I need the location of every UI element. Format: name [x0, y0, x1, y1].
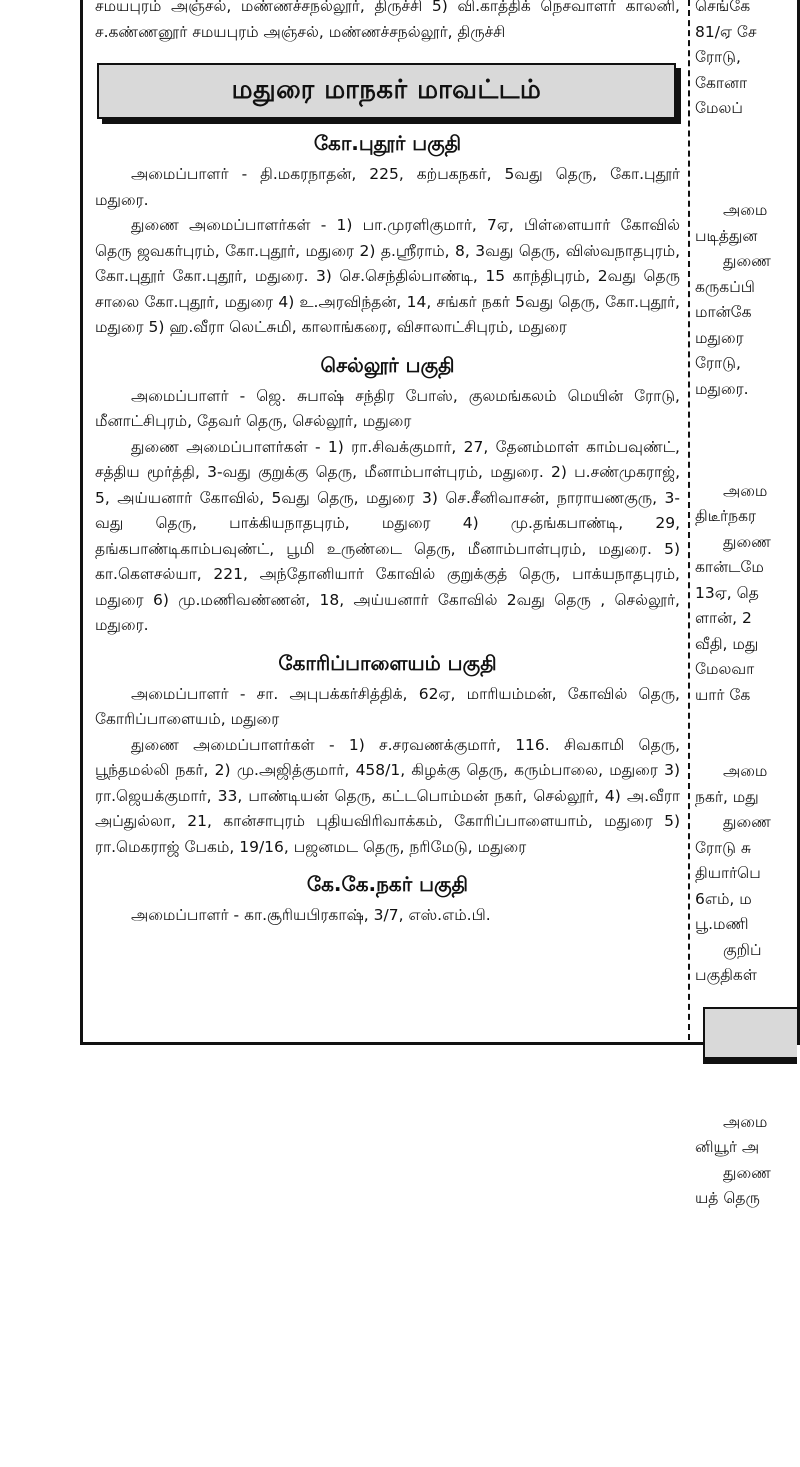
district-title: மதுரை மாநகர் மாவட்டம்	[231, 74, 542, 105]
text-line: வீதி, மது	[695, 634, 759, 653]
text-line: மதுரை	[695, 328, 744, 347]
organizer-paragraph: அமைப்பாளர் - தி.மகரநாதன், 225, கற்பகநகர், 5வது தெரு, கோ.புதூர் மதுரை.	[95, 165, 680, 209]
section-heading: கே.கே.நகர் பகுதி	[306, 872, 469, 896]
organizer-paragraph: அமைப்பாளர் - சா. அபுபக்கர்சித்திக், 62ஏ, மாரியம்மன், கோவில் தெரு, கோரிப்பாளையம், மதுரை	[95, 684, 680, 728]
text-line: அமை	[723, 201, 768, 219]
text-line: துணை	[723, 813, 771, 831]
text-line: மேலவா	[695, 660, 755, 678]
text-line: யத் தெரு	[695, 1189, 760, 1207]
deputies-paragraph: துணை அமைப்பாளர்கள் - 1) ரா.சிவக்குமார், 27, தேனம்மாள் காம்பவுண்ட், சத்திய மூர்த்தி, 3-வது குறுக்கு தெரு, மீனாம்பாள்புரம், மதுரை. 2) ப.சண்முகராஜ், 5, அய்யனார் கோவில், 5வது தெரு, மதுரை 3) செ.சீனிவாசன், நாராயணகுரு, 3-வது தெரு, பாக்கியநாதபுரம், மதுரை 4) மு.தங்கபாண்டி, 29, தங்கபாண்டிகாம்பவுண்ட், பூமி உருண்டை தெரு, மீனாம்பாள்புரம், மதுரை. 5) கா.கௌசல்யா, 221, அந்தோனியார் கோவில் குறுக்குத் தெரு, பாக்யநாதபுரம், மதுரை 6) மு.மணிவண்ணன், 18, அய்யனார் கோவில் 2வது தெரு , செல்லூர், மதுரை.	[95, 437, 680, 634]
text-line: துணை	[723, 532, 771, 551]
text-line: கருகப்பி	[695, 277, 755, 296]
deputies-paragraph: துணை அமைப்பாளர்கள் - 1) பா.முரளிகுமார், 7ஏ, பிள்ளையார் கோவில் தெரு ஜவகர்புரம், கோ.புதூர், மதுரை 2) த.ஸ்ரீராம், 8, 3வது தெரு, விஸ்வநாதபுரம், கோ.புதூர் கோ.புதூர், மதுரை. 3) செ.செந்தில்பாண்டி, 15 காந்திபுரம், 2வது தெரு சாலை கோ.புதூர், மதுரை 4) உ.அரவிந்தன், 14, சங்கர் நகர் 5வது தெரு, கோ.புதூர், மதுரை 5) ஹ.வீரா லெட்சுமி, காலாங்கரை, விசாலாட்சிபுரம், மதுரை	[95, 216, 680, 336]
text-line: நகர், மது	[695, 787, 759, 806]
text-line: பகுதிகள்	[695, 966, 757, 984]
text-line: கான்டமே	[695, 558, 764, 576]
text-line: குறிப்	[723, 940, 762, 959]
text-line: அமை	[723, 481, 768, 500]
text-line: மதுரை.	[695, 379, 749, 398]
text-line: 13ஏ, தெ	[695, 583, 759, 602]
text-line: ரோடு சு	[695, 838, 751, 857]
text-line: ரோடு,	[695, 48, 741, 66]
text-line: மான்கே	[695, 303, 752, 321]
text-line: 6எம், ம	[695, 889, 752, 908]
text-line: னியூர் அ	[695, 1138, 760, 1156]
text-line: திடீர்நகர	[695, 507, 757, 525]
organizer-paragraph: அமைப்பாளர் - கா.சூரியபிரகாஷ், 3/7, எஸ்.எம்.பி.	[131, 906, 491, 924]
organizer-paragraph: அமைப்பாளர் - ஜெ. சுபாஷ் சந்திர போஸ், குலமங்கலம் மெயின் ரோடு, மீனாட்சிபுரம், தேவர் தெரு, செல்லூர், மதுரை	[95, 386, 680, 430]
section-heading: செல்லூர் பகுதி	[320, 352, 455, 377]
text-line: கோனா	[695, 73, 748, 92]
deputies-paragraph: துணை அமைப்பாளர்கள் - 1) ச.சரவணக்குமார், 116. சிவகாமி தெரு, பூந்தமல்லி நகர், 2) மு.அஜித்குமார், 458/1, கிழக்கு தெரு, கரும்பாலை, மதுரை 3) ரா.ஜெயக்குமார், 33, பாண்டியன் தெரு, கட்டபொம்மன் நகர், செல்லூர், 4) அ.வீரா அப்துல்லா, 21, கான்சாபுரம் புதியவிரிவாக்கம், கோரிப்பாளையாம், மதுரை 5) ரா.மெகராஜ் பேகம், 19/16, பஜனமட தெரு, நரிமேடு, மதுரை	[95, 735, 680, 856]
text-line: பூ.மணி	[695, 915, 749, 933]
text-line: ரோடு,	[695, 354, 741, 372]
bottom-border-rule	[80, 1042, 800, 1045]
text-line: துணை	[723, 252, 771, 270]
text-line: 81/ஏ சே	[695, 22, 757, 41]
text-line: யார் கே	[695, 685, 751, 704]
section-heading: கோரிப்பாளையம் பகுதி	[278, 650, 497, 675]
text-line: செங்கே	[695, 0, 751, 15]
text-line: அமை	[723, 1112, 768, 1131]
text-line: துணை	[723, 1163, 771, 1182]
text-line: அமை	[723, 762, 768, 780]
district-banner	[97, 63, 676, 119]
column-divider	[688, 0, 690, 1040]
section-heading: கோ.புதூர் பகுதி	[313, 131, 462, 155]
text-line: தியார்பெ	[695, 864, 761, 882]
district-banner-fragment	[703, 1007, 797, 1059]
main-column	[95, 0, 680, 1040]
text-line: மேலப்	[695, 99, 743, 117]
text-line: ளான், 2	[695, 609, 752, 627]
text-line: படித்துன	[695, 226, 758, 245]
continued-text: சமயபுரம் அஞ்சல், மண்ணச்சநல்லூர், திருச்சி 5) வி.காத்திக் நெசவாளர் காலனி, ச.கண்ணனூர் சமயபுரம் அஞ்சல், மண்ணச்சநல்லூர், திருச்சி	[95, 0, 680, 41]
right-column-fragment	[695, 0, 797, 1207]
left-border-rule	[80, 0, 83, 1045]
